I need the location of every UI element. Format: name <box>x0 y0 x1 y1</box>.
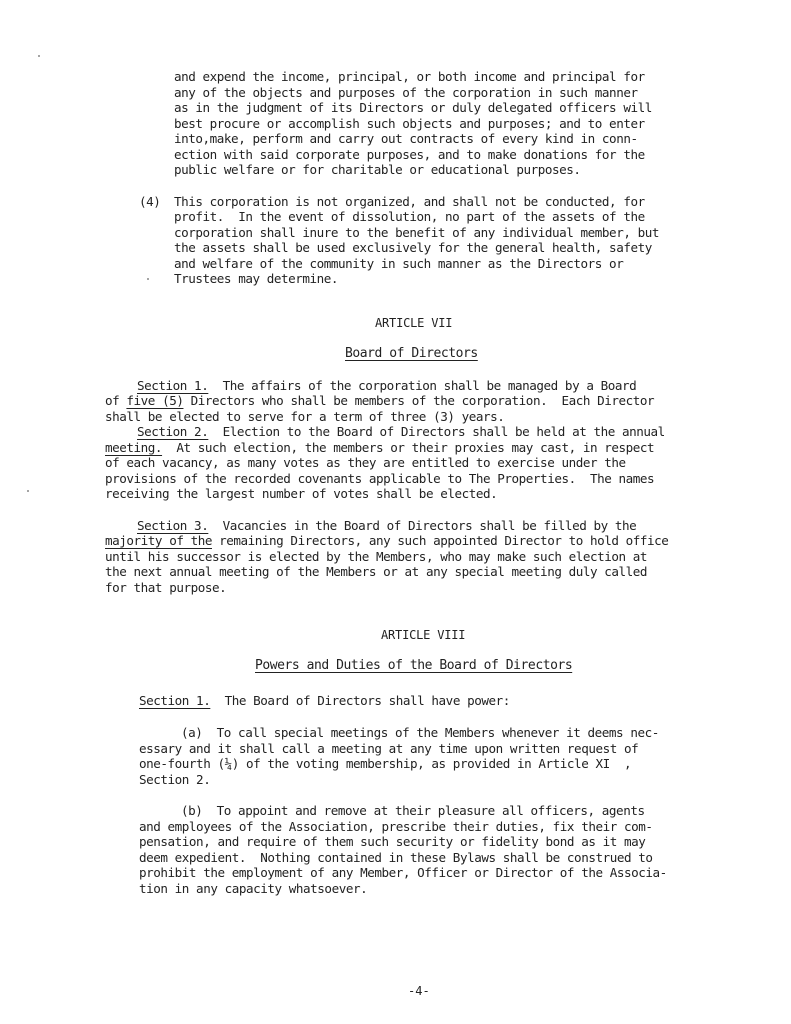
section-text: remaining Directors, any such appointed Director to hold office <box>211 533 669 548</box>
paragraph-line: tion in any capacity whatsoever. <box>139 881 368 896</box>
section-label: Section 3. <box>137 518 209 533</box>
article-viii-heading: ARTICLE VIII <box>381 628 466 642</box>
paragraph-line: (a) To call special meetings of the Members whenever it deems nec- <box>181 725 659 740</box>
scan-speck <box>27 490 29 492</box>
section-text: Election to the Board of Directors shall be held at the annual <box>208 424 665 439</box>
section-text: of <box>105 393 127 408</box>
section-label: Section 2. <box>137 424 209 439</box>
paragraph-line: and expend the income, principal, or both income and principal for <box>174 69 645 84</box>
section-label: Section 1. <box>139 693 211 708</box>
paragraph-line: (b) To appoint and remove at their pleasure all officers, agents <box>181 803 645 818</box>
section-text: The Board of Directors shall have power: <box>210 693 510 708</box>
underlined-text: majority of the <box>105 533 212 548</box>
section-text: Vacancies in the Board of Directors shall be filled by the <box>208 518 637 533</box>
section-text: The affairs of the corporation shall be managed by a Board <box>208 378 637 393</box>
section-1-line <box>105 393 654 409</box>
paragraph-line: essary and it shall call a meeting at any time upon written request of <box>139 741 639 756</box>
article-vii-title: Board of Directors <box>345 346 478 361</box>
paragraph-line: into,make, perform and carry out contracts of every kind in conn- <box>174 131 638 146</box>
section-2-line: provisions of the recorded covenants applicable to The Properties. The names <box>105 471 655 486</box>
paragraph-line: any of the objects and purposes of the corporation in such manner <box>174 85 638 100</box>
paragraph-line: profit. In the event of dissolution, no part of the assets of the <box>174 209 645 224</box>
section-label: Section 1. <box>137 378 209 393</box>
underlined-text: five (5) <box>126 393 184 408</box>
section-3-line: until his successor is elected by the Members, who may make such election at <box>105 549 648 564</box>
section-3-line: the next annual meeting of the Members or at any special meeting duly called <box>105 564 648 579</box>
section-2-line <box>137 424 665 440</box>
section-2-line: of each vacancy, as many votes as they are entitled to exercise under the <box>105 455 626 470</box>
article-vii-heading: ARTICLE VII <box>375 316 453 330</box>
paragraph-line: ection with said corporate purposes, and to make donations for the <box>174 147 645 162</box>
paragraph-line: Trustees may determine. <box>174 271 339 286</box>
paragraph-line: the assets shall be used exclusively for the general health, safety <box>174 240 652 255</box>
section-2-line <box>105 440 654 456</box>
section-3-line: for that purpose. <box>105 580 227 595</box>
section-1-line: shall be elected to serve for a term of three (3) years. <box>105 409 505 424</box>
section-text: Directors who shall be members of the corporation. Each Director <box>183 393 655 408</box>
section-2-line: receiving the largest number of votes shall be elected. <box>105 486 498 501</box>
paragraph-line: and welfare of the community in such manner as the Directors or <box>174 256 624 271</box>
paragraph-line: pensation, and require of them such security or fidelity bond as it may <box>139 834 646 849</box>
scan-speck <box>38 55 40 57</box>
paragraph-line: corporation shall inure to the benefit of any individual member, but <box>174 225 659 240</box>
section-1-line <box>137 378 636 394</box>
paragraph-line: best procure or accomplish such objects and purposes; and to enter <box>174 116 645 131</box>
paragraph-line: This corporation is not organized, and shall not be conducted, for <box>174 194 645 209</box>
underlined-text: meeting. <box>105 440 163 455</box>
paragraph-line: as in the judgment of its Directors or duly delegated officers will <box>174 100 652 115</box>
paragraph-line: public welfare or for charitable or educational purposes. <box>174 162 581 177</box>
section-text: At such election, the members or their proxies may cast, in respect <box>162 440 655 455</box>
section-3-line <box>137 518 636 534</box>
article-viii-section-1 <box>139 693 510 709</box>
paragraph-line: Section 2. <box>139 772 211 787</box>
page-number: -4- <box>408 984 430 998</box>
paragraph-line: and employees of the Association, prescribe their duties, fix their com- <box>139 819 653 834</box>
paragraph-line: deem expedient. Nothing contained in these Bylaws shall be construed to <box>139 850 653 865</box>
paragraph-line: prohibit the employment of any Member, Officer or Director of the Associa- <box>139 865 667 880</box>
scan-speck <box>147 278 149 280</box>
section-3-line <box>105 533 668 549</box>
item-label: (4) <box>139 194 161 209</box>
article-viii-title: Powers and Duties of the Board of Directors <box>255 658 573 673</box>
paragraph-line: one-fourth (¼) of the voting membership, as provided in Article XI , <box>139 756 632 771</box>
